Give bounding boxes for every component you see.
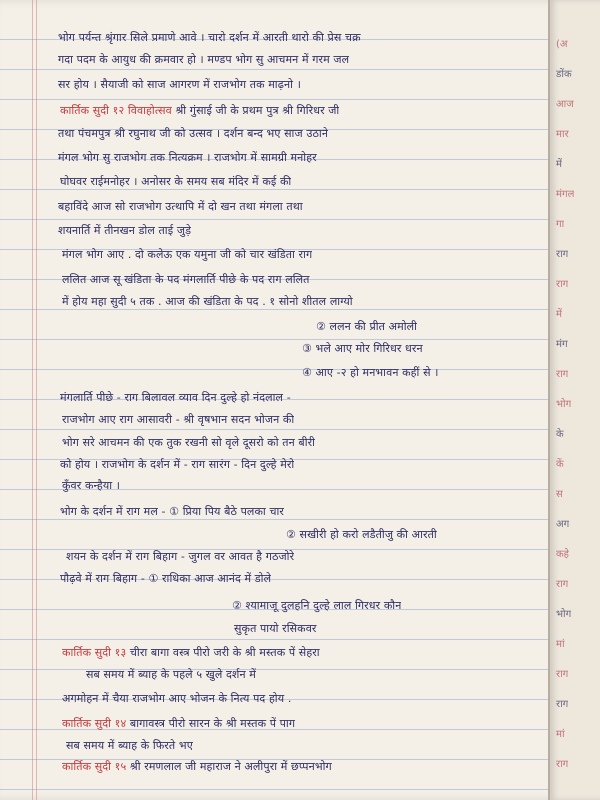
- line-text: भोग सरे आचमन की एक तुक रखनी सो वृले दूसरो को तन बीरी: [62, 436, 316, 449]
- next-page-fragment: भोग: [556, 399, 572, 410]
- next-page-fragment: आज: [556, 99, 574, 110]
- margin-rule: [32, 0, 33, 800]
- date-heading: कार्तिक सुदी १२ विवाहोत्सव: [60, 104, 172, 117]
- text-line: [60, 390, 291, 405]
- text-line: [66, 738, 193, 753]
- text-line: [62, 294, 353, 309]
- next-page-fragment: मां: [556, 729, 565, 740]
- line-text: सब समय में ब्याह के पहले ५ खुले दर्शन में: [86, 668, 256, 681]
- line-text: चीरा बागा वस्त्र पीरो जरी के श्री मस्तक पें सेहरा: [126, 646, 320, 659]
- text-line: [62, 716, 295, 731]
- next-page-fragment: कें: [556, 459, 564, 470]
- next-page-fragment: अग: [556, 519, 570, 530]
- text-line: [60, 103, 339, 118]
- next-page-fragment: मार: [556, 129, 569, 140]
- text-line: [62, 272, 310, 287]
- line-text: शयन के दर्शन में राग बिहाग - जुगल वर आवत है गठजोरे: [66, 550, 295, 563]
- text-line: [58, 199, 303, 214]
- text-line: [86, 667, 256, 682]
- text-line: [62, 435, 315, 450]
- text-line: [58, 126, 328, 141]
- line-text: मंगल भोग सु राजभोग तक नित्यक्रम । राजभोग में सामग्री मनोहर: [58, 151, 317, 164]
- text-line: [234, 621, 317, 636]
- date-heading: कार्तिक सुदी १५: [62, 760, 127, 773]
- next-page-fragment: गा: [556, 219, 565, 230]
- next-page-fragment: राग: [556, 579, 569, 590]
- line-text: भोग के दर्शन में राग मल - ① प्रिया पिय बैठे पलका चार: [60, 505, 285, 518]
- line-text: ② सखीरी हो करो लडैतीजु की आरती: [286, 528, 437, 541]
- next-page-fragment: के: [556, 429, 564, 440]
- next-page-fragment: में: [556, 159, 562, 170]
- line-text: तथा पंचमपुत्र श्री रघुनाथ जी को उत्सव । दर्शन बन्द भए साज उठाने: [58, 127, 329, 140]
- line-text: ② ललन की प्रीत अमोली: [316, 320, 418, 333]
- text-line: [58, 150, 317, 165]
- text-line: [58, 77, 301, 92]
- line-text: को होय । राजभोग के दर्शन में - राग सारंग - दिन दुल्हे मेरो: [60, 458, 295, 471]
- text-line: [62, 759, 332, 774]
- line-text: ② श्यामाजू दुलहनि दुल्हे लाल गिरधर कौन: [232, 599, 402, 612]
- line-text: पौढ़वे में राग बिहाग - ① राधिका आज आनंद में डोले: [60, 572, 272, 585]
- line-text: गदा पदम के आयुध की क्रमवार हो । मण्डप भोग सु आचमन में गरम जल: [58, 53, 350, 66]
- text-line: [62, 691, 291, 706]
- next-page-fragment: मंगल: [556, 189, 575, 200]
- text-line: [60, 504, 284, 519]
- line-text: सुकृत पायो रसिकवर: [234, 622, 317, 635]
- next-page-fragment: कहे: [556, 549, 569, 560]
- next-page-fragment: मंग: [556, 339, 568, 350]
- next-page-fragment: राग: [556, 759, 569, 770]
- line-text: कुँवर कन्हैया ।: [62, 479, 121, 492]
- text-line: [302, 365, 438, 380]
- text-line: [60, 571, 271, 586]
- line-text: ललित आज सू खंडिता के पद मंगलार्ति पीछे के पद राग ललित: [62, 273, 310, 286]
- text-line: [316, 319, 417, 334]
- margin-rule-second: [36, 0, 37, 800]
- text-line: [232, 598, 401, 613]
- next-page-fragment: भोग: [556, 609, 572, 620]
- line-text: मंगलार्ति पीछे - राग बिलावल व्याव दिन दुल्हे हो नंदलाल -: [60, 391, 291, 404]
- text-line: [62, 412, 294, 427]
- line-text: मंगल भोग आए . दो कलेऊ एक यमुना जी को चार खंडिता राग: [62, 248, 313, 261]
- line-text: ④ आए -२ हो मनभावन कहीं से ।: [302, 366, 439, 379]
- next-page-fragment: राग: [556, 249, 569, 260]
- line-text: श्री रमणलाल जी महाराज ने अलीपुरा में छप्पनभोग: [126, 760, 332, 773]
- line-text: श्री गुंसाई जी के प्रथम पुत्र श्री गिरिधर जी: [171, 104, 340, 117]
- next-page-fragment: राग: [556, 369, 569, 380]
- line-text: में होय महा सुदी ५ तक . आज की खंडिता के पद . १ सोनो शीतल लाग्यो: [62, 295, 353, 308]
- text-line: [62, 247, 312, 262]
- text-line: [66, 549, 294, 564]
- line-text: बहाविंदे आज सो राजभोग उत्थापि में दो खन तथा मंगला तथा: [58, 200, 303, 213]
- text-line: [286, 527, 437, 542]
- text-line: [60, 174, 291, 189]
- line-text: अगमोहन में चैया राजभोग आए भोजन के नित्य पद होय .: [62, 692, 292, 705]
- line-text: सब समय में ब्याह के फिरते भए: [66, 739, 193, 752]
- line-text: बागावस्त्र पीरो सारन के श्री मस्तक पें पाग: [126, 717, 296, 730]
- line-text: भोग पर्यन्त श्रृंगार सिले प्रमाणे आवे । चारो दर्शन में आरती थारो की प्रेस चक्र: [58, 31, 361, 44]
- line-text: सर होय । सैयाजी को साज आगरण में राजभोग तक माढ़नो ।: [58, 78, 301, 91]
- next-page-fragment: राग: [556, 699, 569, 710]
- text-line: [58, 30, 361, 45]
- line-text: ③ भले आए मोर गिरिधर धरन: [302, 342, 423, 355]
- text-line: [62, 478, 120, 493]
- next-page-fragment: मां: [556, 639, 565, 650]
- line-text: घोघवर राईमनोहर । अनोसर के समय सब मंदिर में कई की: [60, 175, 292, 188]
- text-line: [58, 52, 349, 67]
- text-line: [58, 223, 191, 238]
- next-page-fragment: (अ: [556, 39, 568, 50]
- next-page-fragment: में: [556, 309, 562, 320]
- date-heading: कार्तिक सुदी १४: [62, 717, 127, 730]
- next-page-fragment: स: [556, 489, 563, 500]
- next-page-fragment: डोंक: [556, 69, 572, 80]
- date-heading: कार्तिक सुदी १३: [62, 646, 127, 659]
- line-text: शयनार्ति में तीनखन डोल ताई जुड़े: [58, 224, 192, 237]
- line-text: राजभोग आए राग आसावरी - श्री वृषभान सदन भोजन की: [62, 413, 295, 426]
- text-line: [60, 457, 294, 472]
- next-page-fragment: राग: [556, 279, 569, 290]
- next-page-fragment: राग: [556, 669, 569, 680]
- text-line: [302, 341, 423, 356]
- text-line: [62, 645, 320, 660]
